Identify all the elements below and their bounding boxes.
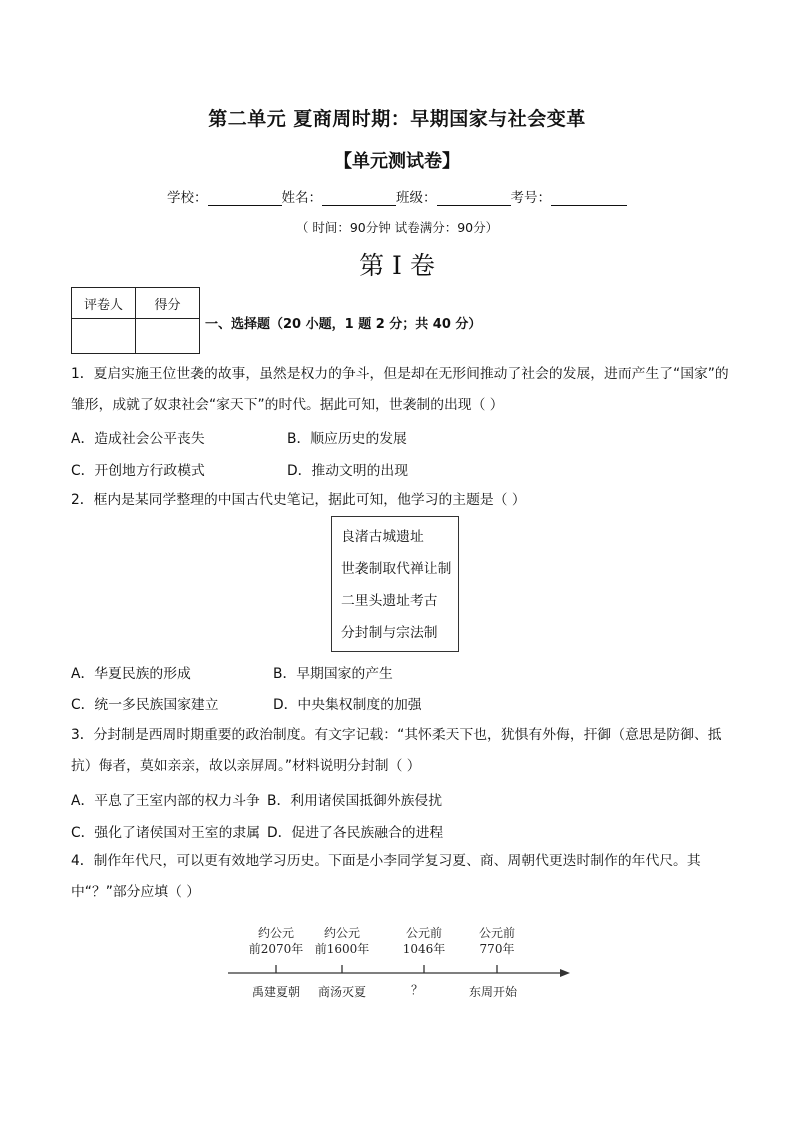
q3-option-b[interactable]: B．利用诸侯国抵御外族侵扰	[267, 793, 443, 809]
timeline-date-line2: 1046年	[402, 942, 446, 956]
exam-number-label: 考号：	[510, 190, 551, 206]
q2-option-b[interactable]: B．早期国家的产生	[273, 666, 393, 682]
timeline-date-line1: 约公元	[323, 926, 361, 940]
q2-option-a[interactable]: A．华夏民族的形成	[71, 666, 191, 682]
q2-option-d[interactable]: D．中央集权制度的加强	[273, 697, 422, 713]
exam-number-blank[interactable]	[551, 191, 627, 206]
timeline-event: 禹建夏朝	[251, 985, 301, 999]
q1-option-b[interactable]: B．顺应历史的发展	[287, 431, 407, 447]
class-label: 班级：	[396, 190, 437, 206]
exam-subtitle: 【单元测试卷】	[334, 151, 460, 172]
q1-option-d[interactable]: D．推动文明的出现	[287, 463, 408, 479]
note-item: 分封制与宗法制	[341, 625, 438, 641]
timeline-date-line2: 前1600年	[314, 942, 370, 956]
score-cell[interactable]	[136, 319, 200, 354]
score-header: 得分	[136, 288, 200, 319]
grader-header: 评卷人	[72, 288, 136, 319]
timeline-date-line1: 公元前	[405, 926, 443, 940]
volume-heading: 第 I 卷	[359, 251, 435, 280]
score-table	[71, 287, 200, 354]
timeline-unknown-event[interactable]: ？	[410, 983, 424, 997]
timeline-event: 商汤灭夏	[317, 985, 367, 999]
note-item: 世袭制取代禅让制	[341, 561, 452, 577]
q2-option-c[interactable]: C．统一多民族国家建立	[71, 697, 219, 713]
exam-title: 第二单元 夏商周时期：早期国家与社会变革	[208, 108, 586, 130]
q1-option-a[interactable]: A．造成社会公平丧失	[71, 431, 205, 447]
school-blank[interactable]	[208, 191, 282, 206]
timeline-date-line1: 约公元	[257, 926, 295, 940]
timeline-arrow-icon	[560, 969, 570, 977]
question-1-text: 1．夏启实施王位世袭的故事，虽然是权力的争斗，但是却在无形间推动了社会的发展，进而产生了“国家”的雏形，成就了奴隶社会“家天下”的时代。据此可知，世袭制的出现（ ）	[71, 366, 729, 413]
notes-box	[331, 516, 459, 652]
question-4-text: 4．制作年代尺，可以更有效地学习历史。下面是小李同学复习夏、商、周朝代更迭时制作的年代尺。其中“？”部分应填（ ）	[71, 853, 701, 900]
question-3-text: 3．分封制是西周时期重要的政治制度。有文字记载：“其怀柔天下也，犹惧有外侮，扞御（意思是防御、抵抗）侮者，莫如亲亲，故以亲屏周。”材料说明分封制（ ）	[71, 727, 722, 774]
timeline-event: 东周开始	[468, 985, 518, 999]
note-item: 二里头遗址考古	[341, 593, 438, 609]
note-item: 良渚古城遗址	[341, 529, 424, 545]
time-info: （ 时间：90分钟 试卷满分：90分）	[295, 220, 499, 235]
timeline-date-line1: 公元前	[478, 926, 516, 940]
q3-option-d[interactable]: D．促进了各民族融合的进程	[267, 825, 444, 841]
name-label: 姓名：	[281, 190, 322, 206]
student-info-fields	[0, 186, 794, 206]
q1-option-c[interactable]: C．开创地方行政模式	[71, 463, 205, 479]
school-label: 学校：	[167, 190, 208, 206]
class-blank[interactable]	[437, 191, 511, 206]
q3-option-c[interactable]: C．强化了诸侯国对王室的隶属	[71, 825, 260, 841]
name-blank[interactable]	[322, 191, 396, 206]
grader-cell[interactable]	[72, 319, 136, 354]
timeline-date-line2: 前2070年	[248, 942, 304, 956]
timeline-date-line2: 770年	[479, 942, 515, 956]
question-2-text: 2．框内是某同学整理的中国古代史笔记，据此可知，他学习的主题是（ ）	[71, 492, 526, 508]
section-title: 一、选择题（20 小题，1 题 2 分；共 40 分）	[205, 317, 482, 332]
timeline-ruler	[220, 916, 580, 1006]
q3-option-a[interactable]: A．平息了王室内部的权力斗争	[71, 793, 260, 809]
